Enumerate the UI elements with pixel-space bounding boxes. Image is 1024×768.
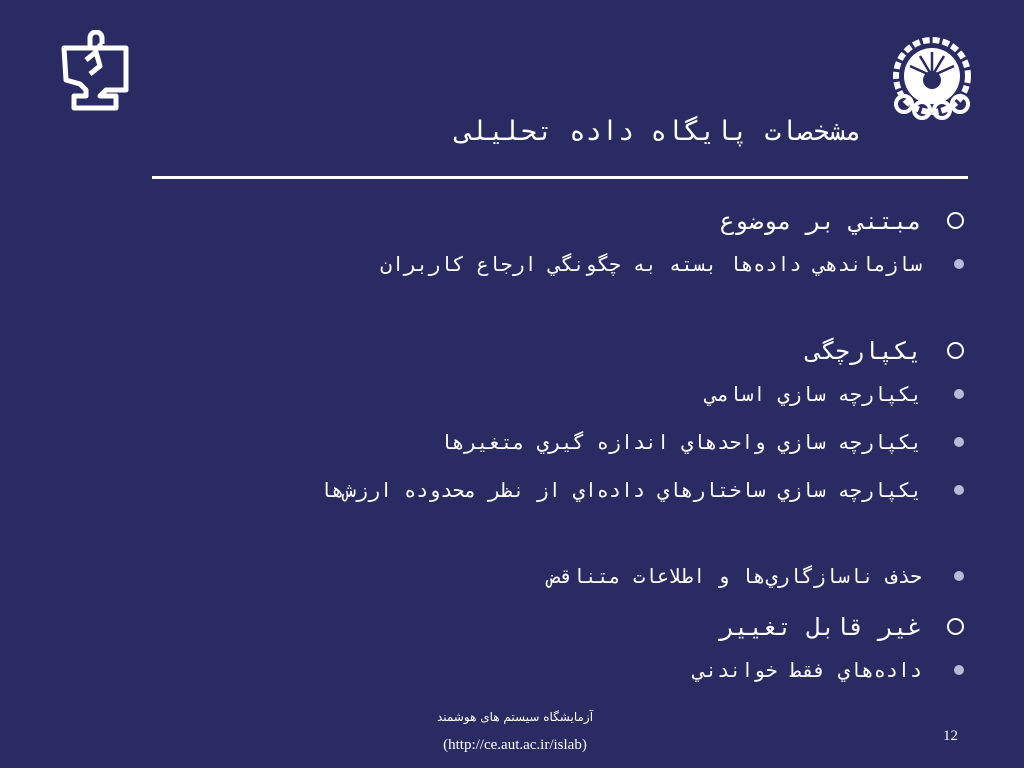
dot-bullet-icon	[954, 571, 964, 581]
hollow-circle-bullet-icon	[947, 618, 964, 635]
footer-lab-name: آزمايشگاه سيستم های هوشمند	[436, 710, 594, 724]
bullet-text: غير قابل تغيير	[719, 613, 922, 641]
hollow-circle-bullet-icon	[947, 212, 964, 229]
dot-bullet-icon	[954, 437, 964, 447]
dot-bullet-icon	[954, 259, 964, 269]
bullet-text: يکپارچگی	[806, 337, 922, 365]
hollow-circle-bullet-icon	[947, 342, 964, 359]
bullet-item-level1	[44, 602, 964, 652]
bullet-text: سازماندهي داده‌ها بسته به چگونگي ارجاع کاربران	[380, 252, 922, 276]
bullet-text: حذف ناسازگاري‌ها و اطلاعات متناقض	[548, 564, 922, 588]
title-divider	[152, 176, 968, 179]
bullet-text: مبتني بر موضوع	[719, 207, 922, 235]
dot-bullet-icon	[954, 389, 964, 399]
university-emblem-icon	[890, 34, 974, 124]
bullet-text: يکپارچه سازي اسامي	[705, 382, 922, 406]
bullet-item-level1	[44, 196, 964, 246]
bullet-item-level2	[44, 558, 964, 602]
slide-title: مشخصات پايگاه داده تحليلی	[455, 116, 862, 147]
footer-url: (http://ce.aut.ac.ir/islab)	[443, 737, 587, 753]
bullet-item-level2	[44, 652, 964, 692]
computer-person-icon	[56, 30, 136, 114]
bullet-text: داده‌هاي فقط خواندني	[693, 658, 922, 682]
dot-bullet-icon	[954, 665, 964, 675]
bullet-item-level1	[44, 326, 964, 376]
bullet-item-level2	[44, 424, 964, 472]
bullet-item-level2	[44, 246, 964, 326]
dot-bullet-icon	[954, 485, 964, 495]
bullet-text: يکپارچه سازي ساختارهاي داده‌اي از نظر محدوده ارزش‌ها	[319, 478, 922, 502]
bullet-item-level2	[44, 376, 964, 424]
page-number: 12	[943, 728, 958, 744]
bullet-list	[44, 196, 964, 692]
bullet-item-level2	[44, 472, 964, 558]
bullet-text: يکپارچه سازي واحدهاي اندازه گيري متغيرها	[440, 430, 922, 454]
